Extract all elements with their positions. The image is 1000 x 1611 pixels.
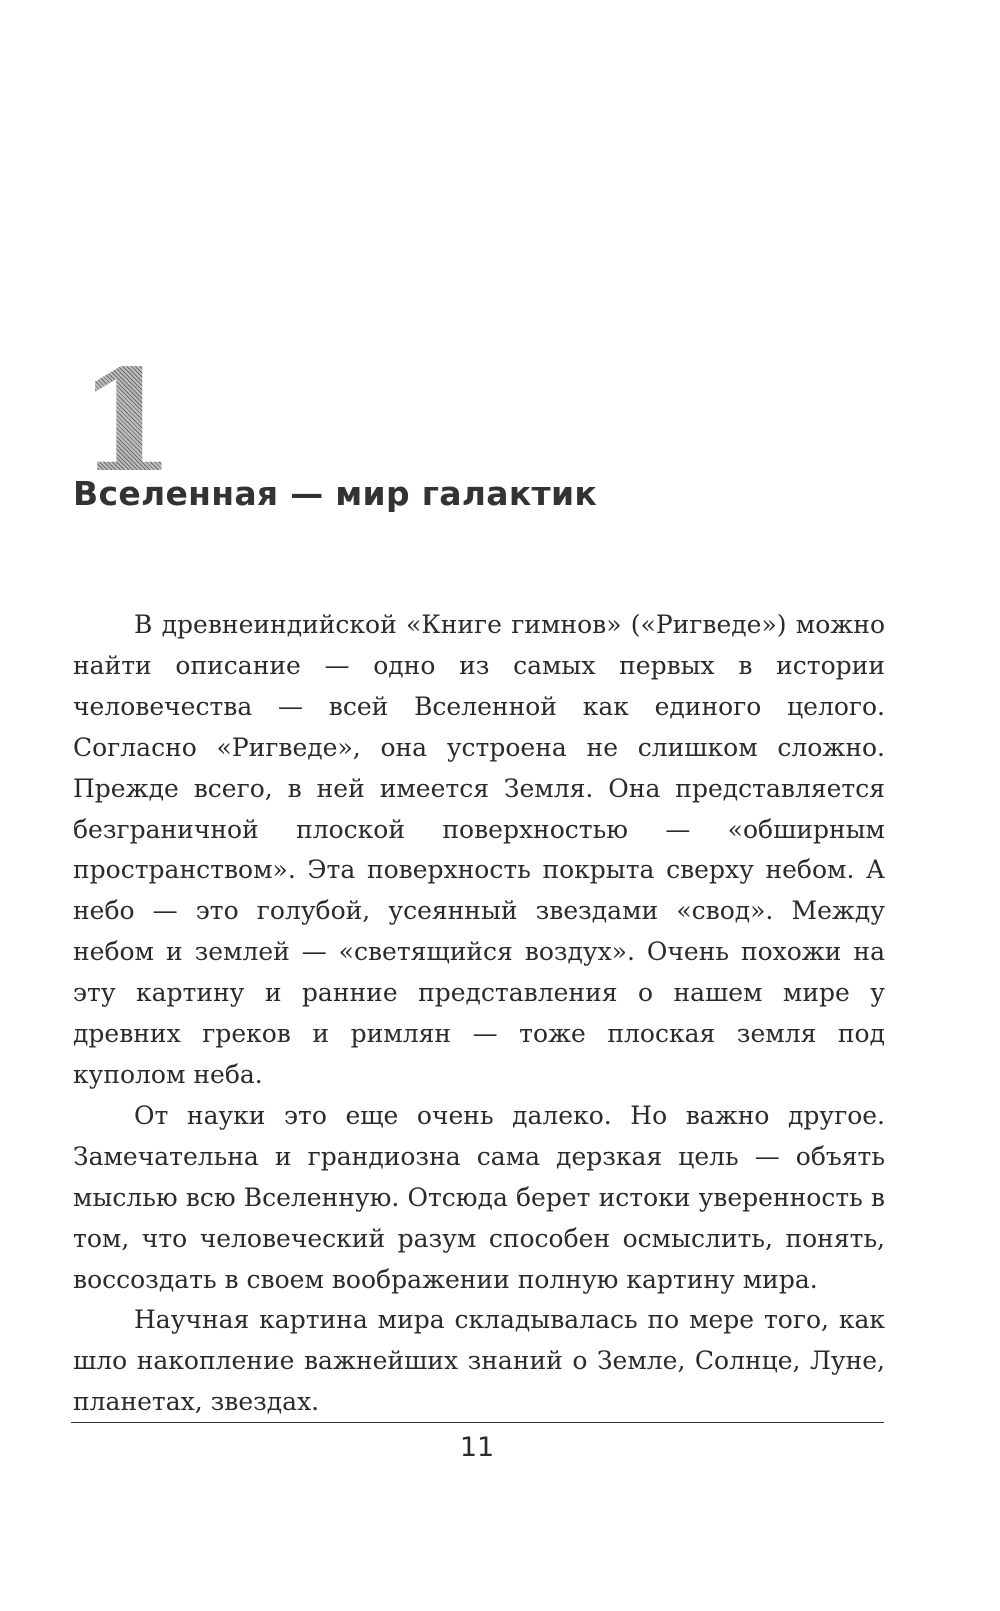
body-text xyxy=(73,605,885,1423)
paragraph: Научная картина мира складывалась по мере того, как шло накопление важнейших знаний о Земле, Солнце, Луне, планетах, звездах. xyxy=(73,1305,885,1417)
page-number: 11 xyxy=(459,1432,495,1463)
paragraph: В древнеиндийской «Книге гимнов» («Ригведе») можно найти описание — одно из самых первых в истории человечества — всей Вселенной как единого целого. Согласно «Ригведе», она устроена не слишком сложно. Прежде всего, в ней имеется Земля. Она представляется безграничной плоской поверхностью — «обширным пространством». Эта поверхность покрыта сверху небом. А небо — это голубой, усеянный звездами «свод». Между небом и землей — «светящийся воздух». Очень похожи на эту картину и ранние представления о нашем мире у древних греков и римлян — тоже плоская земля под куполом неба. xyxy=(73,610,885,1089)
chapter-title: Вселенная — мир галактик xyxy=(73,474,598,513)
chapter-number: 1 xyxy=(78,340,176,504)
footer-divider xyxy=(71,1422,884,1423)
paragraph: От науки это еще очень далеко. Но важно другое. Замечательна и грандиозна сама дерзкая цель — объять мыслью всю Вселенную. Отсюда берет истоки уверенность в том, что человеческий разум способен осмыслить, понять, воссоздать в своем воображении полную картину мира. xyxy=(73,1100,885,1294)
